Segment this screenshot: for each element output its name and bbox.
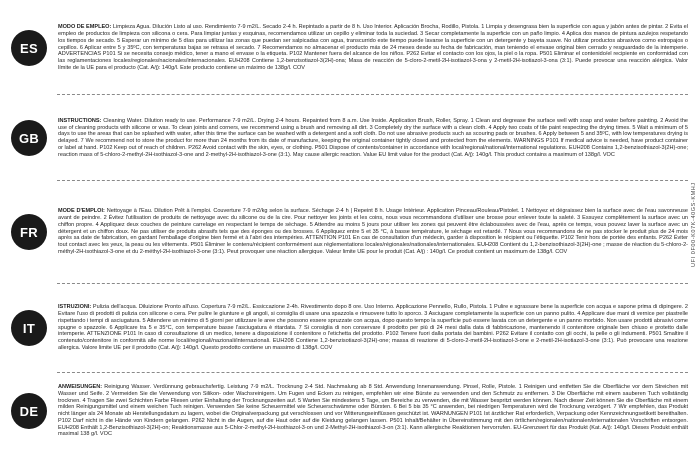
ufi-code: UFI 0F00-K07K-40GS-KMHJ [691,182,697,268]
section-divider [57,180,688,181]
instructions-text-de [58,384,688,438]
section-divider [57,372,688,373]
section-body: Cleaning Water. Dilution ready to use. Performance 7-9 m2/L. Drying 2-4 hours. Repainted from 8 a.m. Use Inside. Application Brush, Roller, Spray. 1 Clean and degrease the surface well with soap and water before painting. 2 Avoid the use of cleaning products with silicone or wax. To clean joints and corners, we recommend using a brush and removing all dirt. 3 Completely dry the surface with a clean cloth. 4 Apply two coats of tile paint respecting the drying times. 5 Wait a minimum of 5 days to use the areas that can be splashed with water, after this time the surface can be washed with a detergent and a soft cloth. Do not use abrasive products such as scouring pads or brushes. 6 Apply between 5 and 35ºC, with low temperatures drying is delayed. 7 We recommend not to store the product for more than 24 months from its date of manufacture, keeping the original container tightly closed and protected from the elements. WARNINGS P101 If medical advice is needed, have product container or label at hand. P102 Keep out of reach of children. P262 Avoid contact with the skin, eyes, or clothing. P501 Dispose of contents/container in accordance with local/regional/national/international regulations. EUH208 Contains 1,2-benzisothiazol-3(2H)-one; reaction mass of 5-chloro-2-methyl-2H-isothiazol-3-one and 2-methyl-2H-isothiazol-3-one (3:1). May cause allergic reaction. Value EU limit value for the product (Cat. A/j): 140g/l. This product contains a maximum of 138g/l. VOC [58,117,688,158]
language-badge-fr: FR [11,214,47,250]
instructions-text-es [58,24,688,71]
section-heading: MODE D'EMPLOI: [58,208,105,215]
section-heading: INSTRUCTIONS: [58,117,102,124]
section-fr [0,184,688,280]
language-badge-it: IT [11,310,47,346]
section-heading: ANWEISUNGEN: [58,384,103,390]
section-divider [57,94,688,95]
section-divider [57,283,688,284]
language-badge-gb: GB [11,120,47,156]
section-body: Nettoyage à l'Eau. Dilution Prêt à l'emploi. Couverture 7-9 m2/kg selon la surface. Séchage 2-4 h | Repeint 8 h. Usage Intérieur. Application Pinceau/Rouleau/Pistolet. 1 Nettoyez et dégraissez bien la surface avec de l'eau savonneuse avant de peindre. 2 Évitez l'utilisation de produits de nettoyage avec du silicone ou de la cire. Pour nettoyer les joints et les coins, nous vous recommandons d'utiliser une brosse pour enlever toute la saleté. 3 Essuyez complètement la surface avec un chiffon propre. 4 Appliquez deux couches de peinture carrelage en respectant le temps de séchage. 5 Attendre au moins 5 jours pour utiliser les zones qui peuvent être éclaboussées avec de l'eau, après ce temps, vous pouvez laver la surface avec un détergent et un chiffon doux. Ne pas utiliser de produits abrasifs tels que des éponges ou des brosses. 6 Appliquez entre 5 et 35 °C, à basse température, le séchage est retardé. 7 Nous vous recommandons de ne pas stocker le produit plus de 24 mois après sa date de fabrication, en gardant l'emballage d'origine bien fermé et à l'abri des intempéries. ATTENTION P101 En cas de consultation d'un médecin, garder à disposition le récipient ou l'étiquette. P102 Tenir hors de portée des enfants. P262 Éviter tout contact avec les yeux, la peau ou les vêtements. P501 Éliminer le contenu/récipient conformément aux réglementations locales/régionales/nationales/internationales. EUH208 Contient du 1,2-benzisothiazol-3(2H)-one ; masse de réaction du 5-chloro-2-méthyl-2H-isothiazol-3-one et du 2-méthyl-2H-isothiazol-3-one (3:1). Peut provoquer une réaction allergique. Valeur limite UE pour le produit (Cat. A/j) : 140g/l. Ce produit contient un maximum de 138g/l. COV [58,208,688,255]
section-de [0,376,688,446]
section-body: Pulizia dell'acqua. Diluizione Pronto all'uso. Copertura 7-9 m2/L. Essiccazione 2-4h. Rivestimento dopo 8 ore. Uso Interno. Applicazione Pennello, Rullo, Pistola. 1 Pulire e sgrassare bene la superficie con acqua e sapone prima di dipingere. 2 Evitare l'uso di prodotti di pulizia con silicone o cera. Per pulire le giunture e gli angoli, si consiglia di usare una spazzola e rimuovere tutto lo sporco. 3 Asciugare completamente la superficie con un panno pulito. 4 Applicare due mani di vernice per piastrelle rispettando i tempi di asciugatura. 5 Attendere un minimo di 5 giorni per utilizzare le aree che possono essere spruzzate con acqua, dopo questo tempo la superficie può essere lavata con un detergente e un panno morbido. Non usare prodotti abrasivi come spugne o spazzole. 6 Applicare tra 5 e 35°C, con temperature basse l'asciugatura è ritardata. 7 Si consiglia di non conservare il prodotto per più di 24 mesi dalla data di fabbricazione, mantenendo il contenitore originale ben chiuso e protetto dalle intemperie. ATTENZIONE P101 In caso di consultazione di un medico, tenere a disposizione il contenitore o l'etichetta del prodotto. P102 Tenere fuori dalla portata dei bambini. P262 Evitare il contatto con gli occhi, la pelle o gli indumenti. P501 Smaltire il contenuto/contenitore in conformità alle norme locali/regionali/nazionali/internazionali. EUH208 Contiene 1,2-benzisotiazol-3(2H)-one; massa di reazione di 5-cloro-2-metil-2H-isotiazol-3-one e 2-metil-2H-isotiazol-3-one (3:1). Può provocare una reazione allergica. Valore limite UE per il prodotto (Cat. A/j): 140g/l. Questo prodotto contiene un massimo di 138g/l. COV [58,304,688,351]
section-heading: ISTRUZIONI: [58,304,92,311]
language-badge-es: ES [11,30,47,66]
instructions-text-fr [58,208,688,255]
instructions-text-it [58,304,688,351]
section-es [0,6,688,90]
section-gb [0,98,688,178]
language-badge-de: DE [11,393,47,429]
instructions-text-gb [58,118,688,159]
section-body: Limpieza Agua. Dilución Listo al uso. Rendimiento 7-9 m2/L. Secado 2-4 h. Repintado a partir de 8 h. Uso Interior. Aplicación Brocha, Rodillo, Pistola. 1 Limpia y desengrasa bien la superficie con agua y jabón antes de pintar. 2 Evita el empleo de productos de limpieza con silicona o cera. Para limpiar juntas y esquinas, recomendamos utilizar un cepillo y eliminar toda la suciedad. 3 Secar completamente la superficie con un paño limpio. 4 Aplica dos manos de pintura azulejos respetando los tiempos de secado. 5 Esperar un mínimo de 5 días para utilizar las zonas que puedan ser salpicadas con agua, transcurrido este tiempo puede lavarse la superficie con un detergente y bayeta suave. No utilizar productos abrasivos como estropajos o cepillos. 6 Aplicar entre 5 y 35ºC, con temperaturas bajas se retrasa el secado. 7 Recomendamos no almacenar el producto más de 24 meses desde su fecha de fabricación, man teniendo el envase original bien cerrado y resguardado de la intemperie. ADVERTENCIAS P101 Si se necesita consejo médico, tener a mano el envase o la etiqueta. P102 Mantener fuera del alcance de los niños. P262 Evitar el contacto con los ojos, la piel o la ropa. P501 Eliminar el contenido/el recipiente en conformidad con las reglamentaciones locales/regionales/nacionales/internacionales. EUH208 Contiene 1,2-benzisotiazol-3(2H)-ona; Masa de reacción de 5-cloro-2-metil-2H-isotiazol-3-ona y 2-metil-2H-isotiazol-3-ona (3:1). Puede provocar una reacción alérgica. Valor límite de la UE para el producto (Cat. A/j): 140g/l. Este producto contiene un máximo de 138g/l. COV [58,24,688,71]
section-body: Reinigung Wasser. Verdünnung gebrauchsfertig. Leistung 7-9 m2/L. Trocknung 2-4 Std. Nachmalung ab 8 Std. Anwendung Innenanwendung. Pinsel, Rolle, Pistole. 1 Reinigen und entfetten Sie die Oberfläche vor dem Streichen mit Wasser und Seife. 2 Vermeiden Sie die Verwendung von Silikon- oder Wachsreinigern. Um Fugen und Ecken zu reinigen, empfehlen wir eine Bürste zu verwenden und den Schmutz zu entfernen. 3 Die Oberfläche mit einem sauberen Tuch vollständig trocknen. 4 Tragen Sie zwei Schichten Farbe Fliesen unter Einhaltung der Trocknungszeiten auf. 5 Warten Sie mindestens 5 Tage, um Bereiche zu verwenden, die mit Wasser bespritzt werden können. Nach dieser Zeit können Sie die Oberfläche mit einem milden Reinigungsmittel und einem weichen Tuch reinigen. Verwenden Sie keine Scheuermittel wie Scheuerschwämme oder Bürsten. 6 Bei 5 bis 35 °C anwenden, bei niedrigen Temperaturen wird die Trocknung verzögert. 7 Wir empfehlen, das Produkt nicht länger als 24 Monate ab Herstellungsdatum zu lagern, wobei die Originalverpackung gut verschlossen und vor Witterungseinflüssen geschützt ist. WARNUNGEN P101 Ist ärztlicher Rat erforderlich, Verpackung oder Kennzeichnungsetikett bereithalten. P102 Darf nicht in die Hände von Kindern gelangen. P262 Nicht in die Augen, auf die Haut oder auf die Kleidung gelangen lassen. P501 Inhalt/Behälter in Übereinstimmung mit den örtlichen/regionalen/nationalen/internationalen Vorschriften entsorgen. EUH208 Enthält 1,2-Benzisothiazol-3(2H)-on; Reaktionsmasse aus 5-Chlor-2-methyl-2H-isothiazol-3-on und 2-Methyl-2H-isothiazol-3-on (3:1). Kann allergische Reaktionen hervorrufen. EU-Grenzwert für das Produkt (Kat. A/j): 140g/l. Dieses Produkt enthält maximal 138 g/l. VOC [58,384,688,438]
section-heading: MODO DE EMPLEO: [58,24,112,31]
section-it [0,287,688,369]
